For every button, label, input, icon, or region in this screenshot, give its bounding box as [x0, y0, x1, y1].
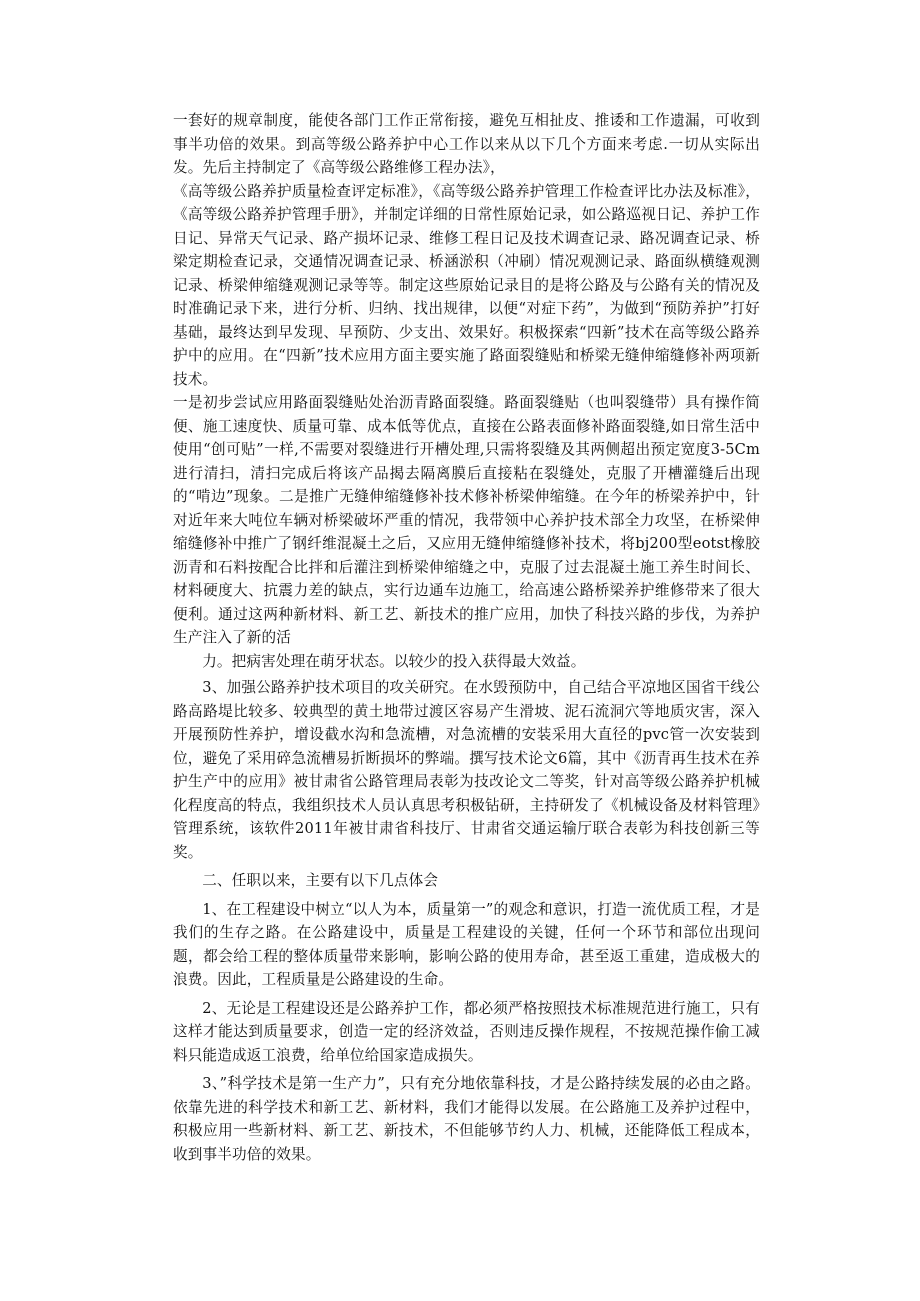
paragraph-quality: 1、在工程建设中树立“以人为本，质量第一”的观念和意识，打造一流优质工程，才是我们的生存之路。在公路建设中，质量是工程建设的关键，任何一个环节和部位出现问题，都会给工程的整体质量带来影响，影响公路的使用寿命，甚至返工重建，造成极大的浪费。因此，工程质量是公路建设的生命。 — [173, 900, 760, 988]
document-body — [173, 109, 760, 1166]
paragraph-continuation: 力。把病害处理在萌牙状态。以较少的投入获得最大效益。 — [202, 652, 586, 670]
paragraph-new-tech: 一是初步尝试应用路面裂缝贴处治沥青路面裂缝。路面裂缝贴（也叫裂缝带）具有操作简便、施工速度快、质量可靠、成本低等优点，直接在公路表面修补路面裂缝,如日常生活中使用“创可贴”一样,不需要对裂缝进行开槽处理,只需将裂缝及其两侧超出预定宽度3-5Cm进行清扫，清扫完成后将该产品揭去隔离膜后直接粘在裂缝处，克服了开槽灌缝后出现的“啃边”现象。二是推广无缝伸缩缝修补技术修补桥梁伸缩缝。在今年的桥梁养护中，针对近年来大吨位车辆对桥梁破坏严重的情况，我带领中心养护技术部全力攻坚，在桥梁伸缩缝修补中推广了钢纤维混凝土之后，又应用无缝伸缩缝修补技术，将bj200型eotst橡胶沥青和石料按配合比拌和后灌注到桥梁伸缩缝之中，克服了过去混凝土施工养生时间长、材料硬度大、抗震力差的缺点，实行边通车边施工，给高速公路桥梁养护维修带来了很大便利。通过这两种新材料、新工艺、新技术的推广应用，加快了科技兴路的步伐，为养护生产注入了新的活 — [173, 394, 760, 646]
section-heading-experience: 二、任职以来，主要有以下几点体会 — [202, 872, 439, 889]
paragraph-technology: 3、”科学技术是第一生产力”，只有充分地依靠科技，才是公路持续发展的必由之路。依靠先进的科学技术和新工艺、新材料，我们才能得以发展。在公路施工及养护过程中，积极应用一些新材料、新工艺、新技术，不但能够节约人力、机械，还能降低工程成本，收到事半功倍的效果。 — [173, 1075, 760, 1163]
paragraph-standards: 《高等级公路养护质量检查评定标准》，《高等级公路养护管理工作检查评比办法及标准》，《高等级公路养护管理手册》，并制定详细的日常性原始记录，如公路巡视日记、养护工作日记、异常天气记录、路产损坏记录、维修工程日记及技术调查记录、路况调查记录、桥梁定期检查记录，交通情况调查记录、桥涵淤积（冲刷）情况观测记录、路面纵横缝观测记录、桥梁伸缩缝观测记录等等。制定这些原始记录目的是将公路及与公路有关的情况及时准确记录下来，进行分析、归纳、找出规律，以便“对症下药”，为做到“预防养护”打好基础，最终达到早发现、早预防、少支出、效果好。积极探索“四新”技术在高等级公路养护中的应用。在“四新”技术应用方面主要实施了路面裂缝贴和桥梁无缝伸缩缝修补两项新技术。 — [173, 182, 760, 388]
paragraph-standards-compliance: 2、无论是工程建设还是公路养护工作，都必须严格按照技术标准规范进行施工，只有这样才能达到质量要求，创造一定的经济效益，否则违反操作规程，不按规范操作偷工减料只能造成返工浪费，给单位给国家造成损失。 — [173, 999, 760, 1064]
paragraph-research: 3、加强公路养护技术项目的攻关研究。在水毁预防中，自己结合平凉地区国省干线公路高路堤比较多、较典型的黄土地带过渡区容易产生滑坡、泥石流洞穴等地质灾害，深入开展预防性养护，增设截水沟和急流槽，对急流槽的安装采用大直径的pvc管一次安装到位，避免了采用碎急流槽易折断损坏的弊端。撰写技术论文6篇，其中《沥青再生技术在养护生产中的应用》被甘肃省公路管理局表彰为技改论文二等奖，针对高等级公路养护机械化程度高的特点，我组织技术人员认真思考积极钻研，主持研发了《机械设备及材料管理》管理系统，该软件2011年被甘肃省科技厅、甘肃省交通运输厅联合表彰为科技创新三等奖。 — [173, 679, 760, 861]
paragraph-rules: 一套好的规章制度，能使各部门工作正常衔接，避免互相扯皮、推诿和工作遗漏，可收到事半功倍的效果。到高等级公路养护中心工作以来从以下几个方面来考虑.一切从实际出发。先后主持制定了《高等级公路维修工程办法》， — [173, 112, 760, 176]
